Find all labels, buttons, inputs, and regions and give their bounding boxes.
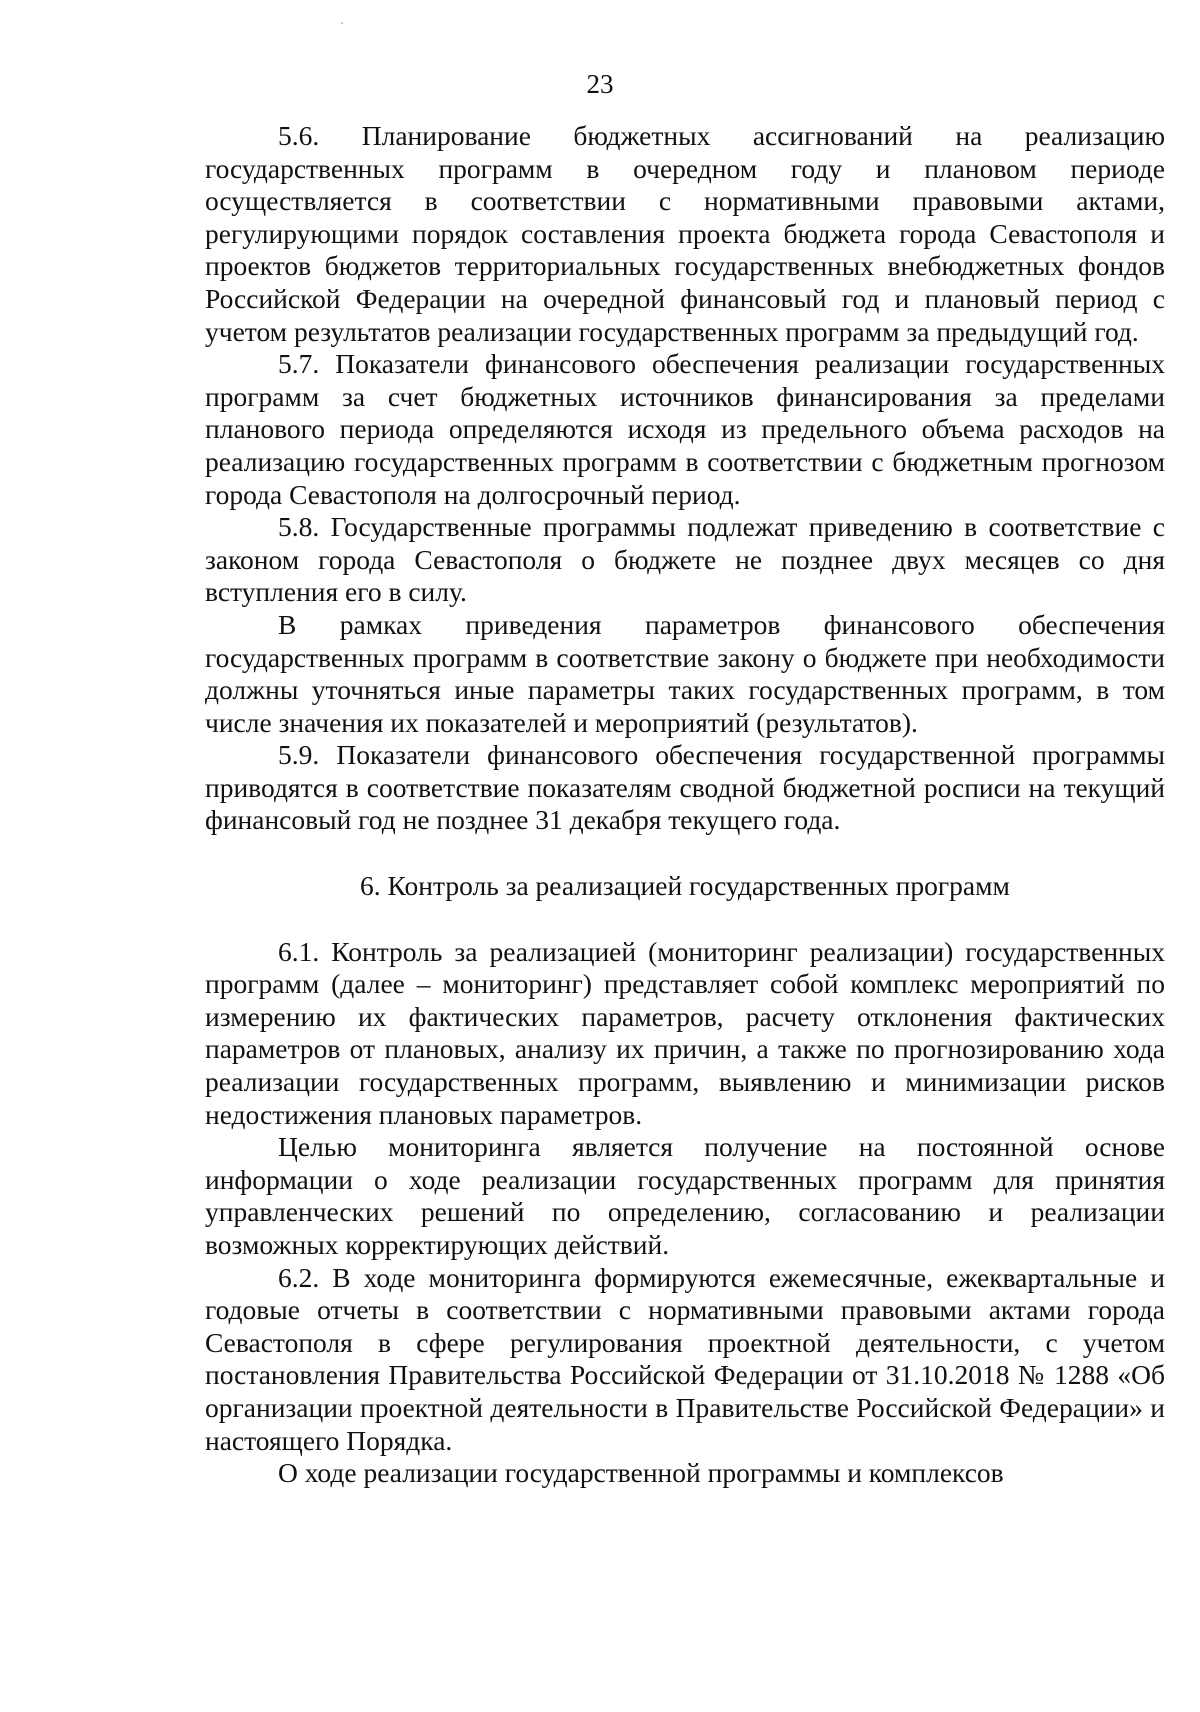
spacer: [205, 903, 1165, 936]
document-body: [205, 120, 1165, 1490]
section-6-heading: 6. Контроль за реализацией государственных программ: [360, 870, 1010, 902]
paragraph-5-8: 5.8. Государственные программы подлежат приведению в соответствие с законом города Севастополя о бюджете не позднее двух месяцев со дня вступления его в силу.: [205, 511, 1165, 608]
paragraph-6-2-continued: О ходе реализации государственной программы и комплексов: [278, 1457, 1004, 1489]
page-number: 23: [586, 69, 614, 99]
paragraph-5-6: 5.6. Планирование бюджетных ассигнований на реализацию государственных программ в очередном году и плановом периоде осуществляется в соответствии с нормативными правовыми актами, регулирующими порядок составления проекта бюджета города Севастополя и проектов бюджетов территориальных государственных внебюджетных фондов Российской Федерации на очередной финансовый год и плановый период с учетом результатов реализации государственных программ за предыдущий год.: [205, 120, 1165, 347]
paragraph-5-8-continued: В рамках приведения параметров финансового обеспечения государственных программ в соответствие закону о бюджете при необходимости должны уточняться иные параметры таких государственных программ, в том числе значения их показателей и мероприятий (результатов).: [205, 608, 1165, 738]
paragraph-6-1-goal: Целью мониторинга является получение на постоянной основе информации о ходе реализации государственных программ для принятия управленческих решений по определению, согласованию и реализации возможных корректирующих действий.: [205, 1131, 1165, 1260]
paragraph-5-7: 5.7. Показатели финансового обеспечения реализации государственных программ за счет бюджетных источников финансирования за пределами планового периода определяются исходя из предельного объема расходов на реализацию государственных программ в соответствии с бюджетным прогнозом города Севастополя на долгосрочный период.: [205, 348, 1165, 510]
paragraph-6-1: 6.1. Контроль за реализацией (мониторинг реализации) государственных программ (далее – мониторинг) представляет собой комплекс мероприятий по измерению их фактических параметров, расчету отклонения фактических параметров от плановых, анализу их причин, а также по прогнозированию хода реализации государственных программ, выявлению и минимизации рисков недостижения плановых параметров.: [205, 935, 1165, 1130]
spacer: [205, 837, 1165, 870]
scan-speck: [341, 22, 343, 24]
paragraph-6-2: 6.2. В ходе мониторинга формируются ежемесячные, ежеквартальные и годовые отчеты в соответствии с нормативными правовыми актами города Севастополя в сфере регулирования проектной деятельности, с учетом постановления Правительства Российской Федерации от 31.10.2018 № 1288 «Об организации проектной деятельности в Правительстве Российской Федерации» и настоящего Порядка.: [205, 1261, 1165, 1456]
paragraph-5-9: 5.9. Показатели финансового обеспечения государственной программы приводятся в соответствие показателям сводной бюджетной росписи на текущий финансовый год не позднее 31 декабря текущего года.: [205, 739, 1165, 836]
